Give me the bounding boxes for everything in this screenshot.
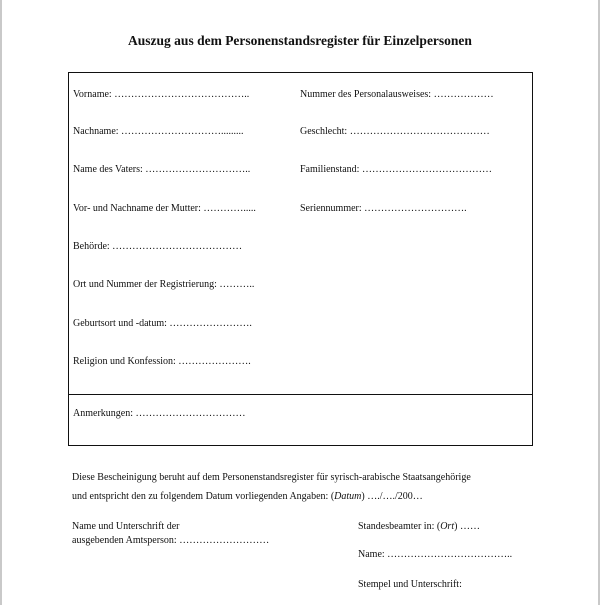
page-edge-left <box>0 0 2 605</box>
field-serial-number: Seriennummer: …………………………. <box>300 203 467 214</box>
field-marital-status: Familienstand: ………………………………… <box>300 164 492 175</box>
field-id-number: Nummer des Personalausweises: ……………… <box>300 89 494 100</box>
document-title: Auszug aus dem Personenstandsregister für Einzelpersonen <box>128 33 472 48</box>
certification-date-blank: …./…./200… <box>367 491 423 502</box>
registrar-line <box>358 521 480 533</box>
field-remarks: Anmerkungen: …………………………… <box>73 408 246 419</box>
issuer-label-line-2: ausgebenden Amtsperson: ……………………… <box>72 535 270 546</box>
registrar-prefix: Standesbeamter in: ( <box>358 521 441 532</box>
certification-line-2-text: und entspricht den zu folgendem Datum vorliegenden Angaben: <box>72 491 329 502</box>
certification-line-2: und entspricht den zu folgendem Datum vorliegenden Angaben: (Datum) …./…./200… <box>72 491 423 502</box>
certification-line-1: Diese Bescheinigung beruht auf dem Personenstandsregister für syrisch-arabische Staatsangehörige <box>72 472 471 483</box>
registrar-suffix: ) …… <box>454 521 480 532</box>
register-form-box <box>68 72 533 446</box>
field-gender: Geschlecht: …………………………………… <box>300 126 490 137</box>
field-registration-place-number: Ort und Nummer der Registrierung: ……….. <box>73 279 255 290</box>
certification-date-label: Datum <box>334 491 362 502</box>
field-religion: Religion und Konfession: …………………. <box>73 356 251 367</box>
registrar-place-label: Ort <box>440 521 455 532</box>
field-last-name: Nachname: …………………………......... <box>73 126 244 137</box>
registrar-name: Name: ……………………………….. <box>358 549 513 560</box>
remarks-divider <box>69 394 532 395</box>
field-first-name: Vorname: ………………………………….. <box>73 89 250 100</box>
stamp-and-signature: Stempel und Unterschrift: <box>358 579 462 590</box>
issuer-label-line-1: Name und Unterschrift der <box>72 521 180 532</box>
field-mother-name: Vor- und Nachname der Mutter: …………..... <box>73 203 256 214</box>
field-father-name: Name des Vaters: ………………………….. <box>73 164 251 175</box>
field-authority: Behörde: ………………………………… <box>73 241 243 252</box>
field-birth-place-date: Geburtsort und -datum: ……………………. <box>73 318 252 329</box>
